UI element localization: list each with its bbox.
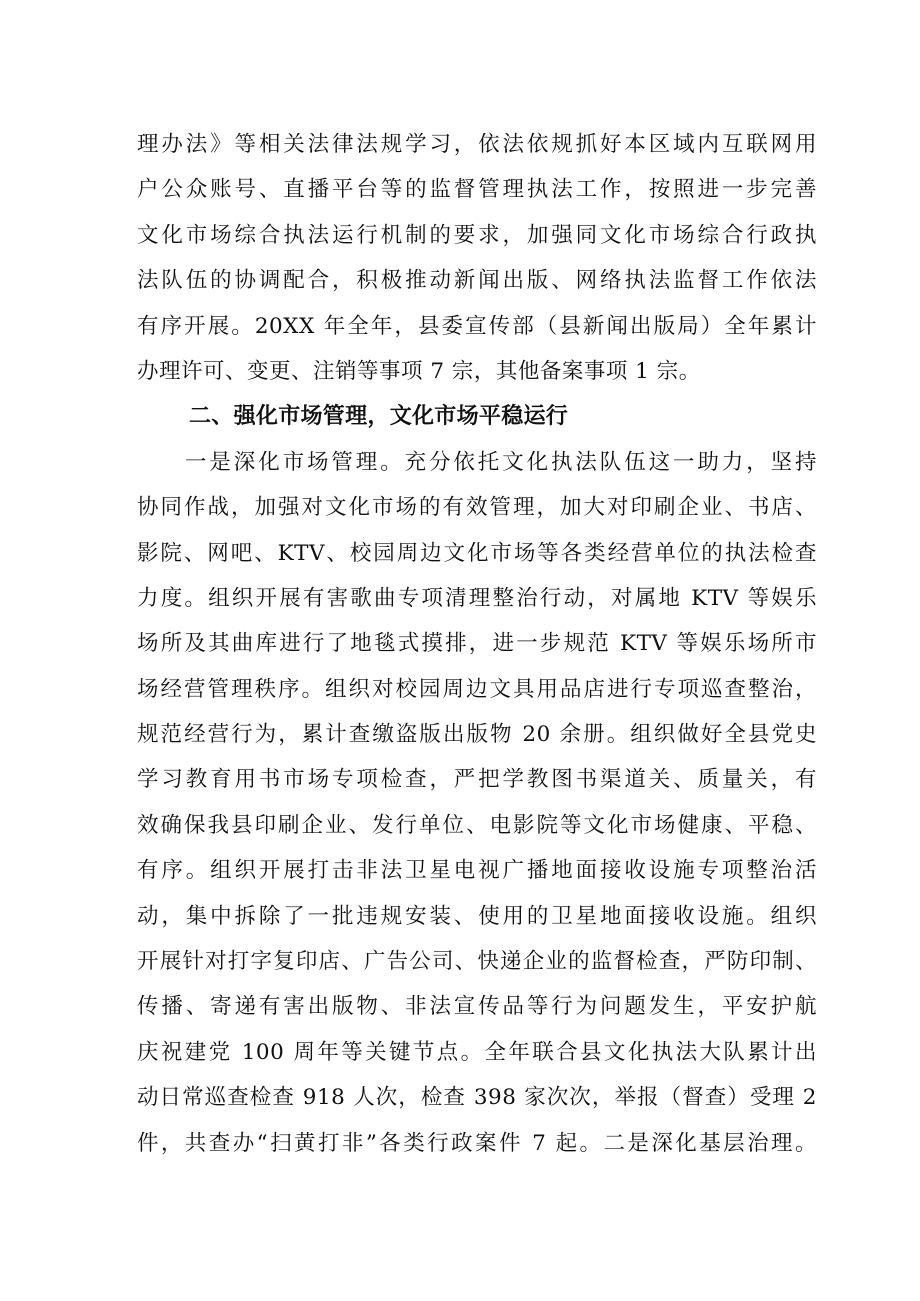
section-heading: 二、强化市场管理，文化市场平稳运行 — [189, 404, 569, 430]
paragraph-line: 开展针对打字复印店、广告公司、快递企业的监督检查，严防印制、 — [137, 949, 817, 975]
paragraph-line: 有序。组织开展打击非法卫星电视广播地面接收设施专项整治活 — [137, 858, 817, 884]
paragraph-line: 办理许可、变更、注销等事项 7 宗，其他备案事项 1 宗。 — [137, 358, 701, 384]
paragraph-line: 力度。组织开展有害歌曲专项清理整治行动，对属地 KTV 等娱乐 — [137, 585, 817, 611]
paragraph-market-management — [137, 440, 817, 1166]
paragraph-line: 文化市场综合执法运行机制的要求，加强同文化市场综合行政执 — [137, 222, 817, 248]
paragraph-line: 效确保我县印刷企业、发行单位、电影院等文化市场健康、平稳、 — [137, 812, 817, 838]
paragraph-line: 一是深化市场管理。充分依托文化执法队伍这一助力，坚持 — [185, 449, 817, 475]
paragraph-line: 影院、网吧、KTV、校园周边文化市场等各类经营单位的执法检查 — [137, 540, 817, 566]
paragraph-line: 传播、寄递有害出版物、非法宣传品等行为问题发生，平安护航 — [137, 994, 817, 1020]
paragraph-line: 法队伍的协调配合，积极推动新闻出版、网络执法监督工作依法 — [137, 268, 817, 294]
paragraph-line: 件，共查办“扫黄打非”各类行政案件 7 起。二是深化基层治理。 — [137, 1130, 817, 1156]
paragraph-line: 动日常巡查检查 918 人次，检查 398 家次次，举报（督查）受理 2 — [137, 1085, 817, 1111]
paragraph-line: 庆祝建党 100 周年等关键节点。全年联合县文化执法大队累计出 — [137, 1039, 817, 1065]
paragraph-line: 场经营管理秩序。组织对校园周边文具用品店进行专项巡查整治， — [137, 676, 817, 702]
paragraph-legal-study — [137, 122, 817, 394]
paragraph-line: 场所及其曲库进行了地毯式摸排，进一步规范 KTV 等娱乐场所市 — [137, 631, 817, 657]
paragraph-line: 学习教育用书市场专项检查，严把学教图书渠道关、质量关，有 — [137, 767, 817, 793]
paragraph-line: 动，集中拆除了一批违规安装、使用的卫星地面接收设施。组织 — [137, 903, 817, 929]
paragraph-line: 规范经营行为，累计查缴盗版出版物 20 余册。组织做好全县党史 — [137, 722, 817, 748]
paragraph-line: 有序开展。20XX 年全年，县委宣传部（县新闻出版局）全年累计 — [137, 313, 817, 339]
document-body — [137, 122, 817, 1166]
paragraph-line: 户公众账号、直播平台等的监督管理执法工作，按照进一步完善 — [137, 177, 817, 203]
paragraph-line: 理办法》等相关法律法规学习，依法依规抓好本区域内互联网用 — [137, 132, 817, 157]
paragraph-line: 协同作战，加强对文化市场的有效管理，加大对印刷企业、书店、 — [137, 495, 817, 521]
